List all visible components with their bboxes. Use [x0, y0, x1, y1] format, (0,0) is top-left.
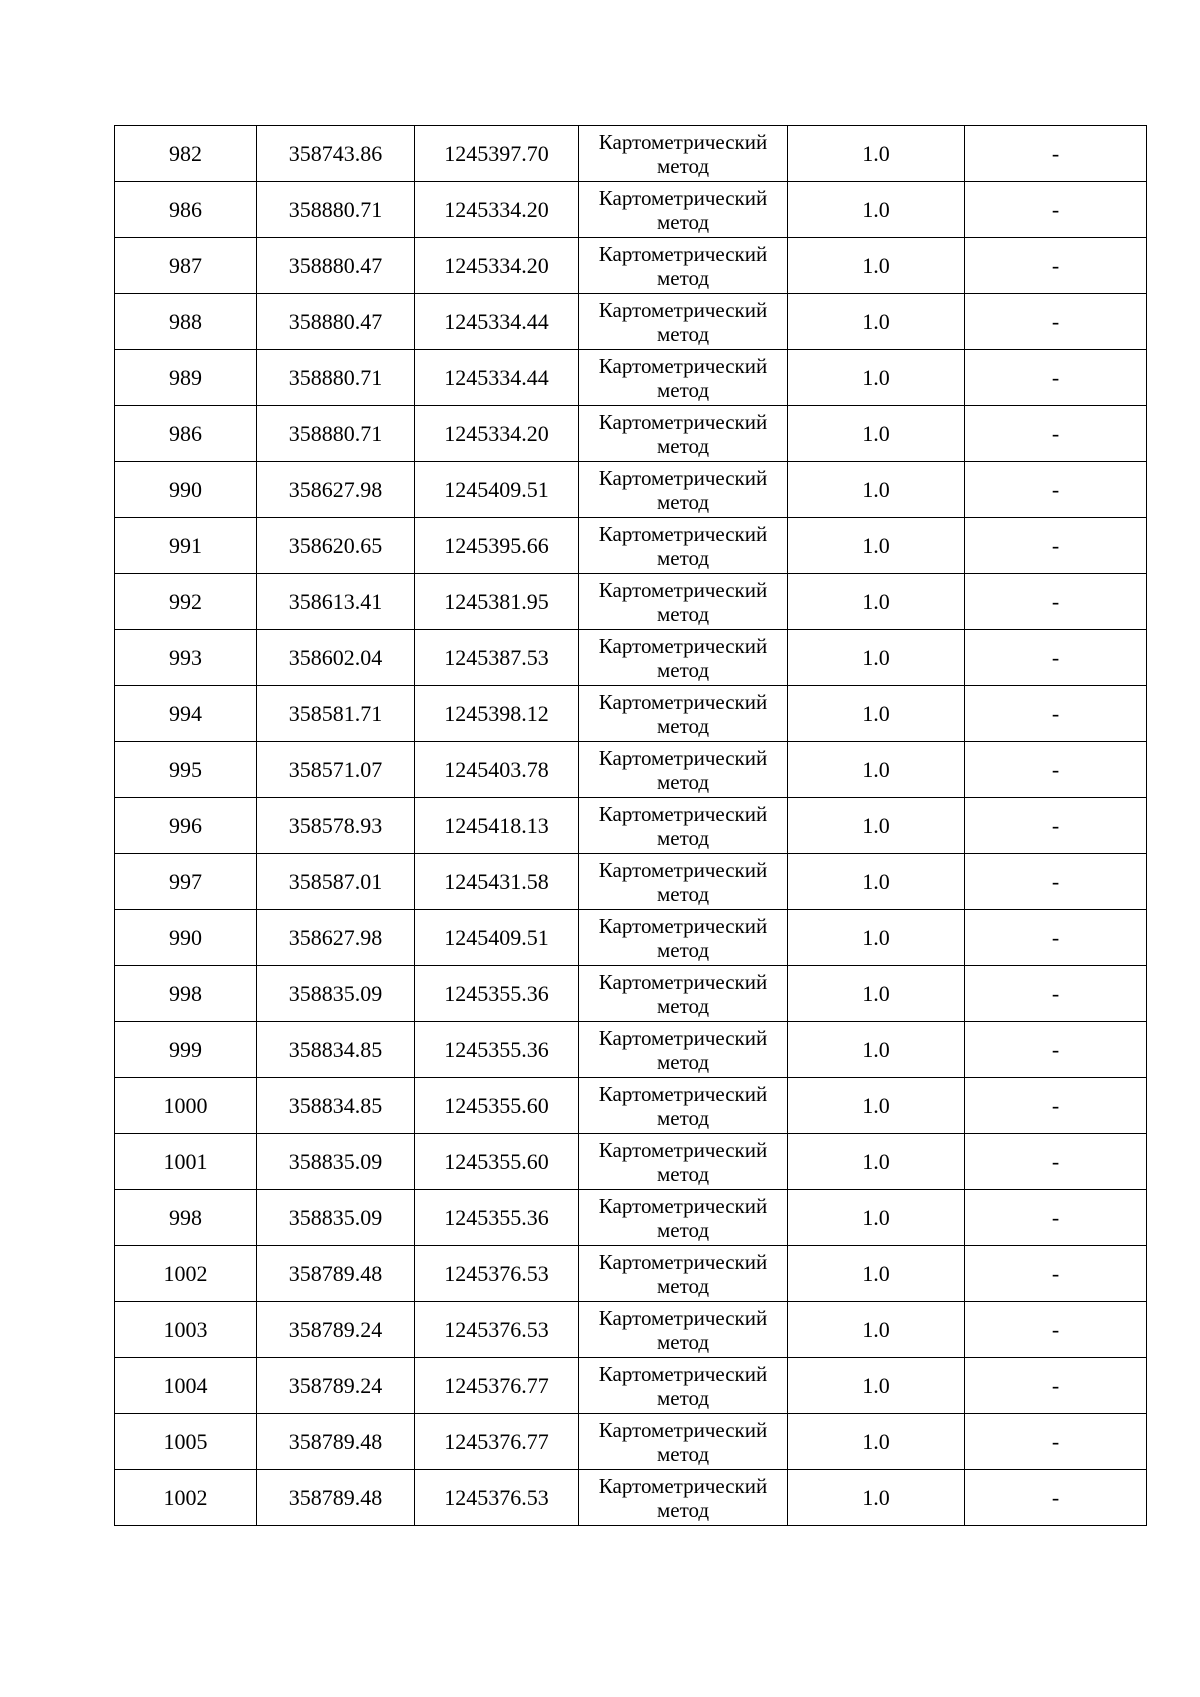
x-coordinate-cell: 358880.71 — [257, 182, 415, 238]
method-line-2: метод — [656, 1049, 710, 1074]
point-number-cell: 998 — [115, 1190, 257, 1246]
y-coordinate-cell: 1245355.60 — [415, 1134, 579, 1190]
note-cell: - — [965, 1134, 1147, 1190]
x-coordinate-cell: 358620.65 — [257, 518, 415, 574]
accuracy-cell: 1.0 — [788, 1246, 965, 1302]
accuracy-cell: 1.0 — [788, 854, 965, 910]
method-cell — [579, 350, 788, 406]
y-coordinate-cell: 1245334.44 — [415, 350, 579, 406]
note-cell: - — [965, 1414, 1147, 1470]
y-coordinate-cell: 1245355.36 — [415, 1022, 579, 1078]
method-cell — [579, 630, 788, 686]
point-number-cell: 999 — [115, 1022, 257, 1078]
method-line-1: Картометрический — [598, 1193, 768, 1218]
y-coordinate-cell: 1245376.77 — [415, 1358, 579, 1414]
method-line-2: метод — [656, 769, 710, 794]
method-line-1: Картометрический — [598, 1249, 768, 1274]
method-cell — [579, 798, 788, 854]
method-cell — [579, 182, 788, 238]
method-line-1: Картометрический — [598, 633, 768, 658]
x-coordinate-cell: 358834.85 — [257, 1022, 415, 1078]
y-coordinate-cell: 1245334.44 — [415, 294, 579, 350]
point-number-cell: 993 — [115, 630, 257, 686]
method-line-2: метод — [656, 1105, 710, 1130]
table-row — [115, 1414, 1147, 1470]
method-cell — [579, 910, 788, 966]
y-coordinate-cell: 1245387.53 — [415, 630, 579, 686]
x-coordinate-cell: 358789.48 — [257, 1470, 415, 1526]
method-cell — [579, 742, 788, 798]
method-line-1: Картометрический — [598, 1025, 768, 1050]
y-coordinate-cell: 1245376.53 — [415, 1246, 579, 1302]
point-number-cell: 996 — [115, 798, 257, 854]
point-number-cell: 986 — [115, 182, 257, 238]
accuracy-cell: 1.0 — [788, 462, 965, 518]
table-row — [115, 798, 1147, 854]
point-number-cell: 986 — [115, 406, 257, 462]
method-line-2: метод — [656, 433, 710, 458]
method-line-2: метод — [656, 1497, 710, 1522]
x-coordinate-cell: 358789.24 — [257, 1358, 415, 1414]
method-cell — [579, 294, 788, 350]
method-line-1: Картометрический — [598, 129, 768, 154]
accuracy-cell: 1.0 — [788, 966, 965, 1022]
method-line-1: Картометрический — [598, 969, 768, 994]
accuracy-cell: 1.0 — [788, 1190, 965, 1246]
method-cell — [579, 1302, 788, 1358]
note-cell: - — [965, 462, 1147, 518]
note-cell: - — [965, 350, 1147, 406]
method-line-1: Картометрический — [598, 857, 768, 882]
x-coordinate-cell: 358581.71 — [257, 686, 415, 742]
point-number-cell: 994 — [115, 686, 257, 742]
x-coordinate-cell: 358789.48 — [257, 1414, 415, 1470]
y-coordinate-cell: 1245334.20 — [415, 406, 579, 462]
accuracy-cell: 1.0 — [788, 406, 965, 462]
table-row — [115, 406, 1147, 462]
point-number-cell: 990 — [115, 910, 257, 966]
table-row — [115, 574, 1147, 630]
table-row — [115, 854, 1147, 910]
accuracy-cell: 1.0 — [788, 1134, 965, 1190]
method-line-1: Картометрический — [598, 1361, 768, 1386]
y-coordinate-cell: 1245381.95 — [415, 574, 579, 630]
method-line-1: Картометрический — [598, 241, 768, 266]
method-line-1: Картометрический — [598, 689, 768, 714]
method-cell — [579, 1470, 788, 1526]
method-cell — [579, 574, 788, 630]
accuracy-cell: 1.0 — [788, 1414, 965, 1470]
point-number-cell: 995 — [115, 742, 257, 798]
method-line-2: метод — [656, 377, 710, 402]
method-line-2: метод — [656, 993, 710, 1018]
table-row — [115, 1302, 1147, 1358]
point-number-cell: 1000 — [115, 1078, 257, 1134]
method-line-2: метод — [656, 265, 710, 290]
point-number-cell: 1001 — [115, 1134, 257, 1190]
method-line-1: Картометрический — [598, 353, 768, 378]
method-line-1: Картометрический — [598, 1473, 768, 1498]
x-coordinate-cell: 358743.86 — [257, 126, 415, 182]
method-cell — [579, 1246, 788, 1302]
y-coordinate-cell: 1245376.77 — [415, 1414, 579, 1470]
method-line-2: метод — [656, 713, 710, 738]
point-number-cell: 1003 — [115, 1302, 257, 1358]
note-cell: - — [965, 126, 1147, 182]
method-line-2: метод — [656, 1385, 710, 1410]
method-line-1: Картометрический — [598, 409, 768, 434]
note-cell: - — [965, 854, 1147, 910]
method-cell — [579, 1022, 788, 1078]
method-cell — [579, 1134, 788, 1190]
y-coordinate-cell: 1245376.53 — [415, 1470, 579, 1526]
note-cell: - — [965, 966, 1147, 1022]
table-row — [115, 1134, 1147, 1190]
table-row — [115, 910, 1147, 966]
y-coordinate-cell: 1245355.60 — [415, 1078, 579, 1134]
method-line-1: Картометрический — [598, 185, 768, 210]
method-line-2: метод — [656, 1441, 710, 1466]
x-coordinate-cell: 358880.47 — [257, 238, 415, 294]
coordinates-table — [114, 125, 1147, 1526]
method-line-1: Картометрический — [598, 1417, 768, 1442]
note-cell: - — [965, 630, 1147, 686]
point-number-cell: 997 — [115, 854, 257, 910]
table-row — [115, 126, 1147, 182]
y-coordinate-cell: 1245334.20 — [415, 238, 579, 294]
method-line-2: метод — [656, 489, 710, 514]
point-number-cell: 990 — [115, 462, 257, 518]
x-coordinate-cell: 358789.24 — [257, 1302, 415, 1358]
note-cell: - — [965, 574, 1147, 630]
note-cell: - — [965, 798, 1147, 854]
x-coordinate-cell: 358602.04 — [257, 630, 415, 686]
point-number-cell: 1005 — [115, 1414, 257, 1470]
note-cell: - — [965, 182, 1147, 238]
method-line-1: Картометрический — [598, 577, 768, 602]
accuracy-cell: 1.0 — [788, 686, 965, 742]
note-cell: - — [965, 518, 1147, 574]
method-cell — [579, 462, 788, 518]
note-cell: - — [965, 406, 1147, 462]
accuracy-cell: 1.0 — [788, 798, 965, 854]
x-coordinate-cell: 358789.48 — [257, 1246, 415, 1302]
y-coordinate-cell: 1245376.53 — [415, 1302, 579, 1358]
table-row — [115, 294, 1147, 350]
x-coordinate-cell: 358578.93 — [257, 798, 415, 854]
x-coordinate-cell: 358880.71 — [257, 350, 415, 406]
note-cell: - — [965, 294, 1147, 350]
method-line-2: метод — [656, 153, 710, 178]
x-coordinate-cell: 358835.09 — [257, 966, 415, 1022]
method-line-2: метод — [656, 657, 710, 682]
y-coordinate-cell: 1245355.36 — [415, 966, 579, 1022]
x-coordinate-cell: 358627.98 — [257, 462, 415, 518]
table-row — [115, 686, 1147, 742]
note-cell: - — [965, 1358, 1147, 1414]
x-coordinate-cell: 358880.71 — [257, 406, 415, 462]
method-cell — [579, 406, 788, 462]
y-coordinate-cell: 1245431.58 — [415, 854, 579, 910]
method-cell — [579, 238, 788, 294]
x-coordinate-cell: 358835.09 — [257, 1134, 415, 1190]
table-row — [115, 1022, 1147, 1078]
method-line-2: метод — [656, 209, 710, 234]
table-row — [115, 630, 1147, 686]
note-cell: - — [965, 910, 1147, 966]
method-line-2: метод — [656, 545, 710, 570]
note-cell: - — [965, 1078, 1147, 1134]
method-cell — [579, 1078, 788, 1134]
method-cell — [579, 1414, 788, 1470]
accuracy-cell: 1.0 — [788, 630, 965, 686]
note-cell: - — [965, 238, 1147, 294]
table-row — [115, 350, 1147, 406]
method-cell — [579, 686, 788, 742]
accuracy-cell: 1.0 — [788, 742, 965, 798]
table-row — [115, 238, 1147, 294]
table-row — [115, 462, 1147, 518]
method-cell — [579, 1190, 788, 1246]
method-line-2: метод — [656, 601, 710, 626]
method-cell — [579, 126, 788, 182]
y-coordinate-cell: 1245397.70 — [415, 126, 579, 182]
method-line-2: метод — [656, 1217, 710, 1242]
point-number-cell: 998 — [115, 966, 257, 1022]
point-number-cell: 982 — [115, 126, 257, 182]
method-line-1: Картометрический — [598, 521, 768, 546]
method-line-2: метод — [656, 1273, 710, 1298]
method-line-2: метод — [656, 825, 710, 850]
table-row — [115, 1358, 1147, 1414]
table-row — [115, 1246, 1147, 1302]
accuracy-cell: 1.0 — [788, 518, 965, 574]
method-line-1: Картометрический — [598, 465, 768, 490]
table-row — [115, 742, 1147, 798]
note-cell: - — [965, 1302, 1147, 1358]
accuracy-cell: 1.0 — [788, 1078, 965, 1134]
point-number-cell: 992 — [115, 574, 257, 630]
y-coordinate-cell: 1245395.66 — [415, 518, 579, 574]
accuracy-cell: 1.0 — [788, 574, 965, 630]
accuracy-cell: 1.0 — [788, 1470, 965, 1526]
y-coordinate-cell: 1245409.51 — [415, 910, 579, 966]
method-line-2: метод — [656, 881, 710, 906]
x-coordinate-cell: 358880.47 — [257, 294, 415, 350]
point-number-cell: 987 — [115, 238, 257, 294]
method-line-1: Картометрический — [598, 1305, 768, 1330]
accuracy-cell: 1.0 — [788, 350, 965, 406]
method-cell — [579, 1358, 788, 1414]
y-coordinate-cell: 1245355.36 — [415, 1190, 579, 1246]
table-row — [115, 1078, 1147, 1134]
method-line-1: Картометрический — [598, 801, 768, 826]
point-number-cell: 1004 — [115, 1358, 257, 1414]
point-number-cell: 1002 — [115, 1246, 257, 1302]
accuracy-cell: 1.0 — [788, 1358, 965, 1414]
x-coordinate-cell: 358613.41 — [257, 574, 415, 630]
x-coordinate-cell: 358835.09 — [257, 1190, 415, 1246]
x-coordinate-cell: 358587.01 — [257, 854, 415, 910]
coordinates-table-body — [115, 126, 1147, 1526]
table-row — [115, 182, 1147, 238]
note-cell: - — [965, 1470, 1147, 1526]
method-line-1: Картометрический — [598, 913, 768, 938]
accuracy-cell: 1.0 — [788, 1302, 965, 1358]
note-cell: - — [965, 1246, 1147, 1302]
method-cell — [579, 854, 788, 910]
method-line-1: Картометрический — [598, 745, 768, 770]
accuracy-cell: 1.0 — [788, 126, 965, 182]
table-row — [115, 1470, 1147, 1526]
y-coordinate-cell: 1245409.51 — [415, 462, 579, 518]
method-line-2: метод — [656, 321, 710, 346]
point-number-cell: 991 — [115, 518, 257, 574]
note-cell: - — [965, 742, 1147, 798]
table-row — [115, 1190, 1147, 1246]
x-coordinate-cell: 358834.85 — [257, 1078, 415, 1134]
table-row — [115, 966, 1147, 1022]
note-cell: - — [965, 686, 1147, 742]
method-line-1: Картометрический — [598, 297, 768, 322]
accuracy-cell: 1.0 — [788, 182, 965, 238]
method-line-2: метод — [656, 1161, 710, 1186]
table-row — [115, 518, 1147, 574]
note-cell: - — [965, 1190, 1147, 1246]
note-cell: - — [965, 1022, 1147, 1078]
method-cell — [579, 966, 788, 1022]
y-coordinate-cell: 1245403.78 — [415, 742, 579, 798]
method-line-2: метод — [656, 1329, 710, 1354]
accuracy-cell: 1.0 — [788, 910, 965, 966]
method-line-1: Картометрический — [598, 1137, 768, 1162]
y-coordinate-cell: 1245334.20 — [415, 182, 579, 238]
accuracy-cell: 1.0 — [788, 238, 965, 294]
accuracy-cell: 1.0 — [788, 294, 965, 350]
y-coordinate-cell: 1245418.13 — [415, 798, 579, 854]
method-cell — [579, 518, 788, 574]
x-coordinate-cell: 358571.07 — [257, 742, 415, 798]
method-line-1: Картометрический — [598, 1081, 768, 1106]
y-coordinate-cell: 1245398.12 — [415, 686, 579, 742]
point-number-cell: 989 — [115, 350, 257, 406]
accuracy-cell: 1.0 — [788, 1022, 965, 1078]
x-coordinate-cell: 358627.98 — [257, 910, 415, 966]
method-line-2: метод — [656, 937, 710, 962]
point-number-cell: 1002 — [115, 1470, 257, 1526]
point-number-cell: 988 — [115, 294, 257, 350]
